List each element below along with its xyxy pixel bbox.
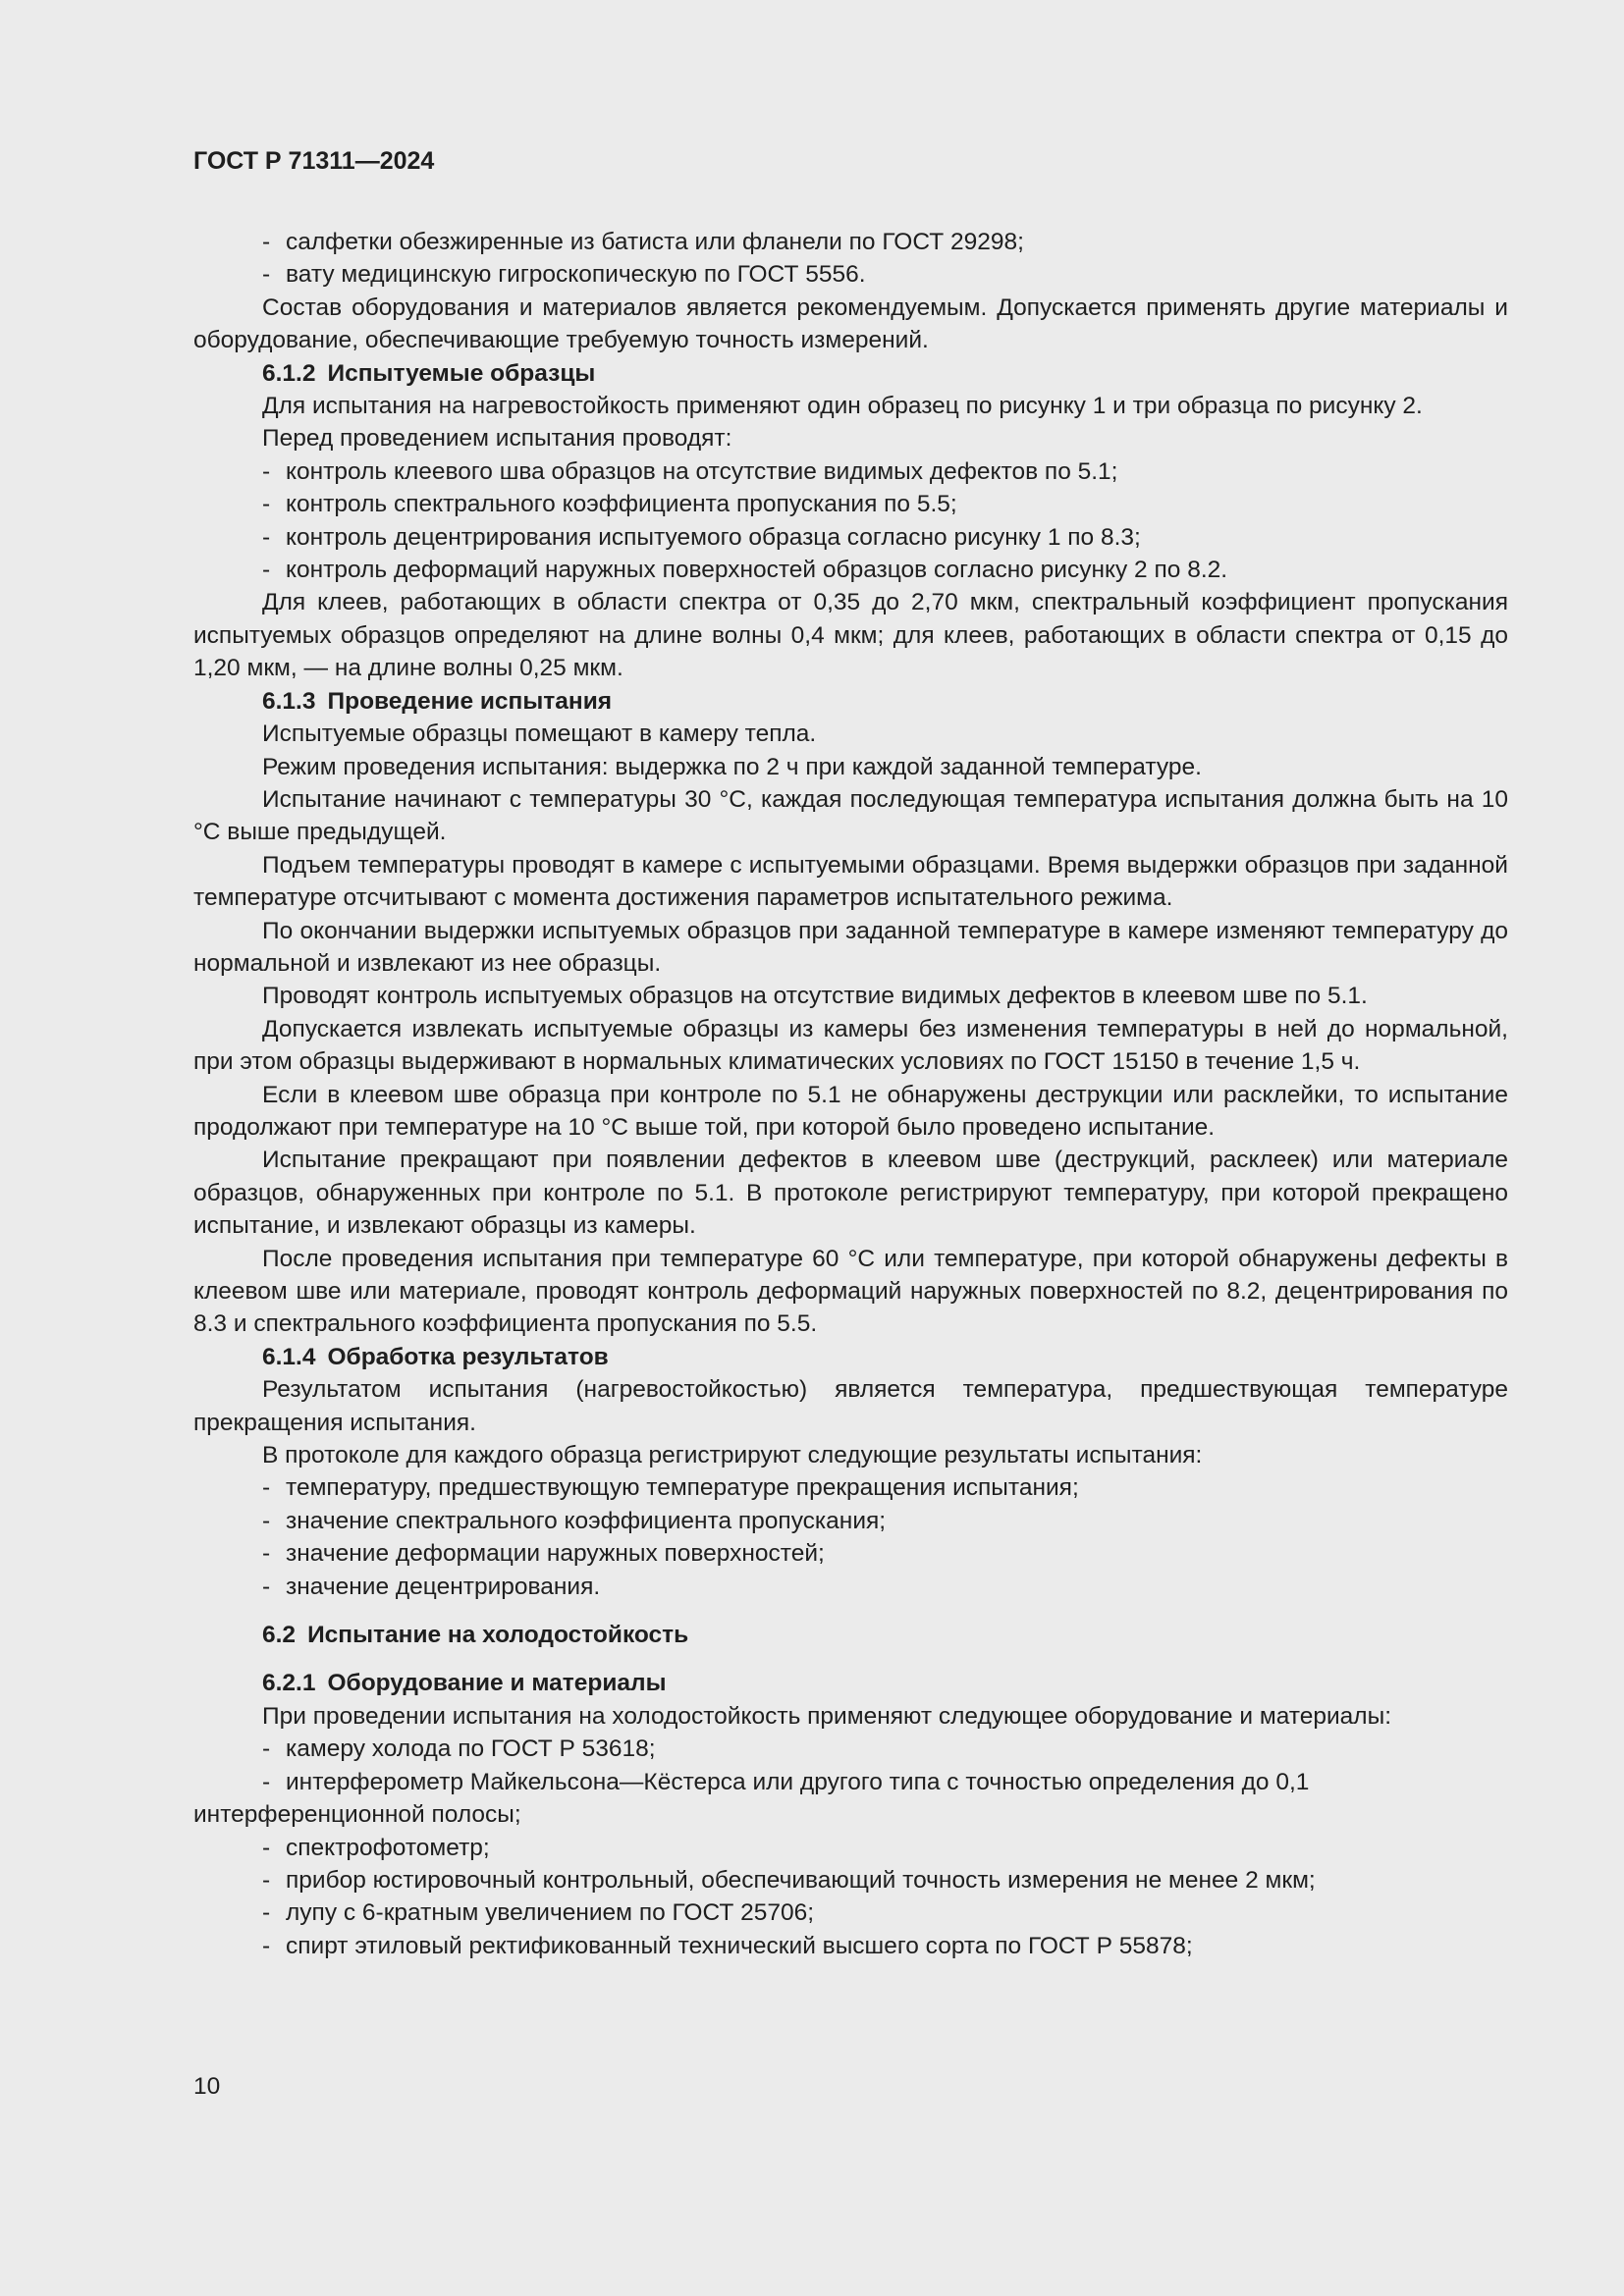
list-dash: -	[262, 1507, 271, 1534]
list-item-text: камеру холода по ГОСТ Р 53618;	[286, 1735, 656, 1763]
paragraph: Испытание начинают с температуры 30 °С, каждая последующая температура испытания должна быть на 10 °С выше предыдущей.	[193, 785, 1508, 846]
paragraph: Для клеев, работающих в области спектра от 0,35 до 2,70 мкм, спектральный коэффициент пропускания испытуемых образцов определяют на длине волны 0,4 мкм; для клеев, работающих в области спектра от 0,15 до 1,20 мкм, — на длине волны 0,25 мкм.	[193, 589, 1508, 682]
list-item	[193, 1537, 1508, 1570]
list-dash: -	[262, 229, 271, 255]
list-dash: -	[262, 1834, 271, 1861]
list-dash: -	[262, 1866, 271, 1894]
list-dash: -	[262, 523, 271, 551]
list-item	[193, 1930, 1508, 1962]
document-header: ГОСТ Р 71311—2024	[193, 147, 435, 175]
section-title: Испытание на холодостойкость	[307, 1622, 689, 1649]
list-item-text: значение децентрирования.	[286, 1573, 601, 1600]
list-item-text: вату медицинскую гигроскопическую по ГОСТ 5556.	[286, 261, 866, 289]
section-title: Обработка результатов	[327, 1343, 609, 1370]
list-item	[193, 1505, 1508, 1537]
section-title: Оборудование и материалы	[327, 1670, 667, 1697]
section-number: 6.2.1	[262, 1670, 316, 1697]
list-dash: -	[262, 261, 271, 289]
section-title: Испытуемые образцы	[327, 359, 596, 387]
list-item-text: контроль деформаций наружных поверхностей образцов согласно рисунку 2 по 8.2.	[286, 557, 1228, 584]
list-dash: -	[262, 557, 271, 584]
section-number: 6.1.4	[262, 1343, 316, 1370]
list-item-text: контроль спектрального коэффициента пропускания по 5.5;	[286, 491, 957, 518]
list-item-text: салфетки обезжиренные из батиста или фланели по ГОСТ 29298;	[286, 229, 1024, 255]
paragraph: Подъем температуры проводят в камере с испытуемыми образцами. Время выдержки образцов при заданной температуре отсчитывают с момента достижения параметров испытательного режима.	[193, 851, 1508, 912]
paragraph: При проведении испытания на холодостойкость применяют следующее оборудование и материалы:	[262, 1702, 1392, 1730]
list-item	[193, 521, 1508, 554]
list-item	[193, 488, 1508, 520]
list-dash: -	[262, 457, 271, 485]
paragraph: Проводят контроль испытуемых образцов на отсутствие видимых дефектов в клеевом шве по 5.1.	[262, 983, 1368, 1010]
list-dash: -	[262, 491, 271, 518]
list-item	[193, 1766, 1508, 1832]
section-number: 6.1.3	[262, 687, 316, 715]
list-dash: -	[262, 1474, 271, 1502]
list-item	[193, 1471, 1508, 1504]
paragraph: Результатом испытания (нагревостойкостью) является температура, предшествующая температуре прекращения испытания.	[193, 1376, 1508, 1436]
list-item	[193, 1896, 1508, 1929]
list-item	[193, 1571, 1508, 1603]
section-heading	[193, 1341, 1508, 1373]
section-heading	[193, 685, 1508, 718]
list-dash: -	[262, 1932, 271, 1959]
paragraph: В протоколе для каждого образца регистрируют следующие результаты испытания:	[262, 1442, 1203, 1469]
list-item-text: прибор юстировочный контрольный, обеспечивающий точность измерения не менее 2 мкм;	[286, 1866, 1316, 1894]
paragraph: По окончании выдержки испытуемых образцов при заданной температуре в камере изменяют температуру до нормальной и извлекают из нее образцы.	[193, 917, 1508, 977]
list-item	[193, 226, 1508, 258]
document-body	[193, 226, 1508, 1962]
section-heading	[193, 1667, 1508, 1699]
list-dash: -	[262, 1899, 271, 1927]
paragraph: Для испытания на нагревостойкость применяют один образец по рисунку 1 и три образца по рисунку 2.	[262, 393, 1423, 420]
list-item	[193, 554, 1508, 586]
list-item-text: контроль клеевого шва образцов на отсутствие видимых дефектов по 5.1;	[286, 457, 1118, 485]
paragraph: Если в клеевом шве образца при контроле по 5.1 не обнаружены деструкции или расклейки, то испытание продолжают при температуре на 10 °С выше той, при которой было проведено испытание.	[193, 1081, 1508, 1141]
list-item	[193, 1733, 1508, 1765]
list-item	[193, 1832, 1508, 1864]
section-number: 6.2	[262, 1622, 297, 1649]
section-title: Проведение испытания	[327, 687, 613, 715]
paragraph: После проведения испытания при температуре 60 °С или температуре, при которой обнаружены дефекты в клеевом шве или материале, проводят контроль деформаций наружных поверхностей по 8.2, децентрирования по 8.3 и спектрального коэффициента пропускания по 5.5.	[193, 1245, 1508, 1338]
section-number: 6.1.2	[262, 359, 316, 387]
list-item-text: спирт этиловый ректификованный технический высшего сорта по ГОСТ Р 55878;	[286, 1932, 1193, 1959]
list-item-text: интерферометр Майкельсона—Кёстерса или другого типа с точностью определения до 0,1 интерференционной полосы;	[193, 1768, 1310, 1829]
list-dash: -	[262, 1540, 271, 1568]
section-heading	[193, 1619, 1508, 1651]
list-item-text: температуру, предшествующую температуре прекращения испытания;	[286, 1474, 1079, 1502]
list-item	[193, 258, 1508, 291]
list-dash: -	[262, 1573, 271, 1600]
list-item-text: спектрофотометр;	[286, 1834, 490, 1861]
list-item-text: контроль децентрирования испытуемого образца согласно рисунку 1 по 8.3;	[286, 523, 1141, 551]
list-item	[193, 1864, 1508, 1896]
paragraph: Состав оборудования и материалов является рекомендуемым. Допускается применять другие материалы и оборудование, обеспечивающие требуемую точность измерений.	[193, 294, 1508, 354]
paragraph: Перед проведением испытания проводят:	[262, 425, 732, 453]
list-item	[193, 455, 1508, 488]
list-item-text: значение спектрального коэффициента пропускания;	[286, 1507, 887, 1534]
section-heading	[193, 357, 1508, 390]
list-item-text: значение деформации наружных поверхностей;	[286, 1540, 825, 1568]
paragraph: Испытание прекращают при появлении дефектов в клеевом шве (деструкций, расклеек) или материале образцов, обнаруженных при контроле по 5.1. В протоколе регистрируют температуру, при которой прекращено испытание, и извлекают образцы из камеры.	[193, 1147, 1508, 1240]
paragraph: Допускается извлекать испытуемые образцы из камеры без изменения температуры в ней до нормальной, при этом образцы выдерживают в нормальных климатических условиях по ГОСТ 15150 в течение 1,5 ч.	[193, 1015, 1508, 1076]
paragraph: Режим проведения испытания: выдержка по 2 ч при каждой заданной температуре.	[262, 753, 1202, 780]
paragraph: Испытуемые образцы помещают в камеру тепла.	[262, 721, 817, 748]
list-dash: -	[262, 1768, 271, 1795]
list-dash: -	[262, 1735, 271, 1763]
list-item-text: лупу с 6-кратным увеличением по ГОСТ 25706;	[286, 1899, 815, 1927]
page-number: 10	[193, 2073, 221, 2100]
